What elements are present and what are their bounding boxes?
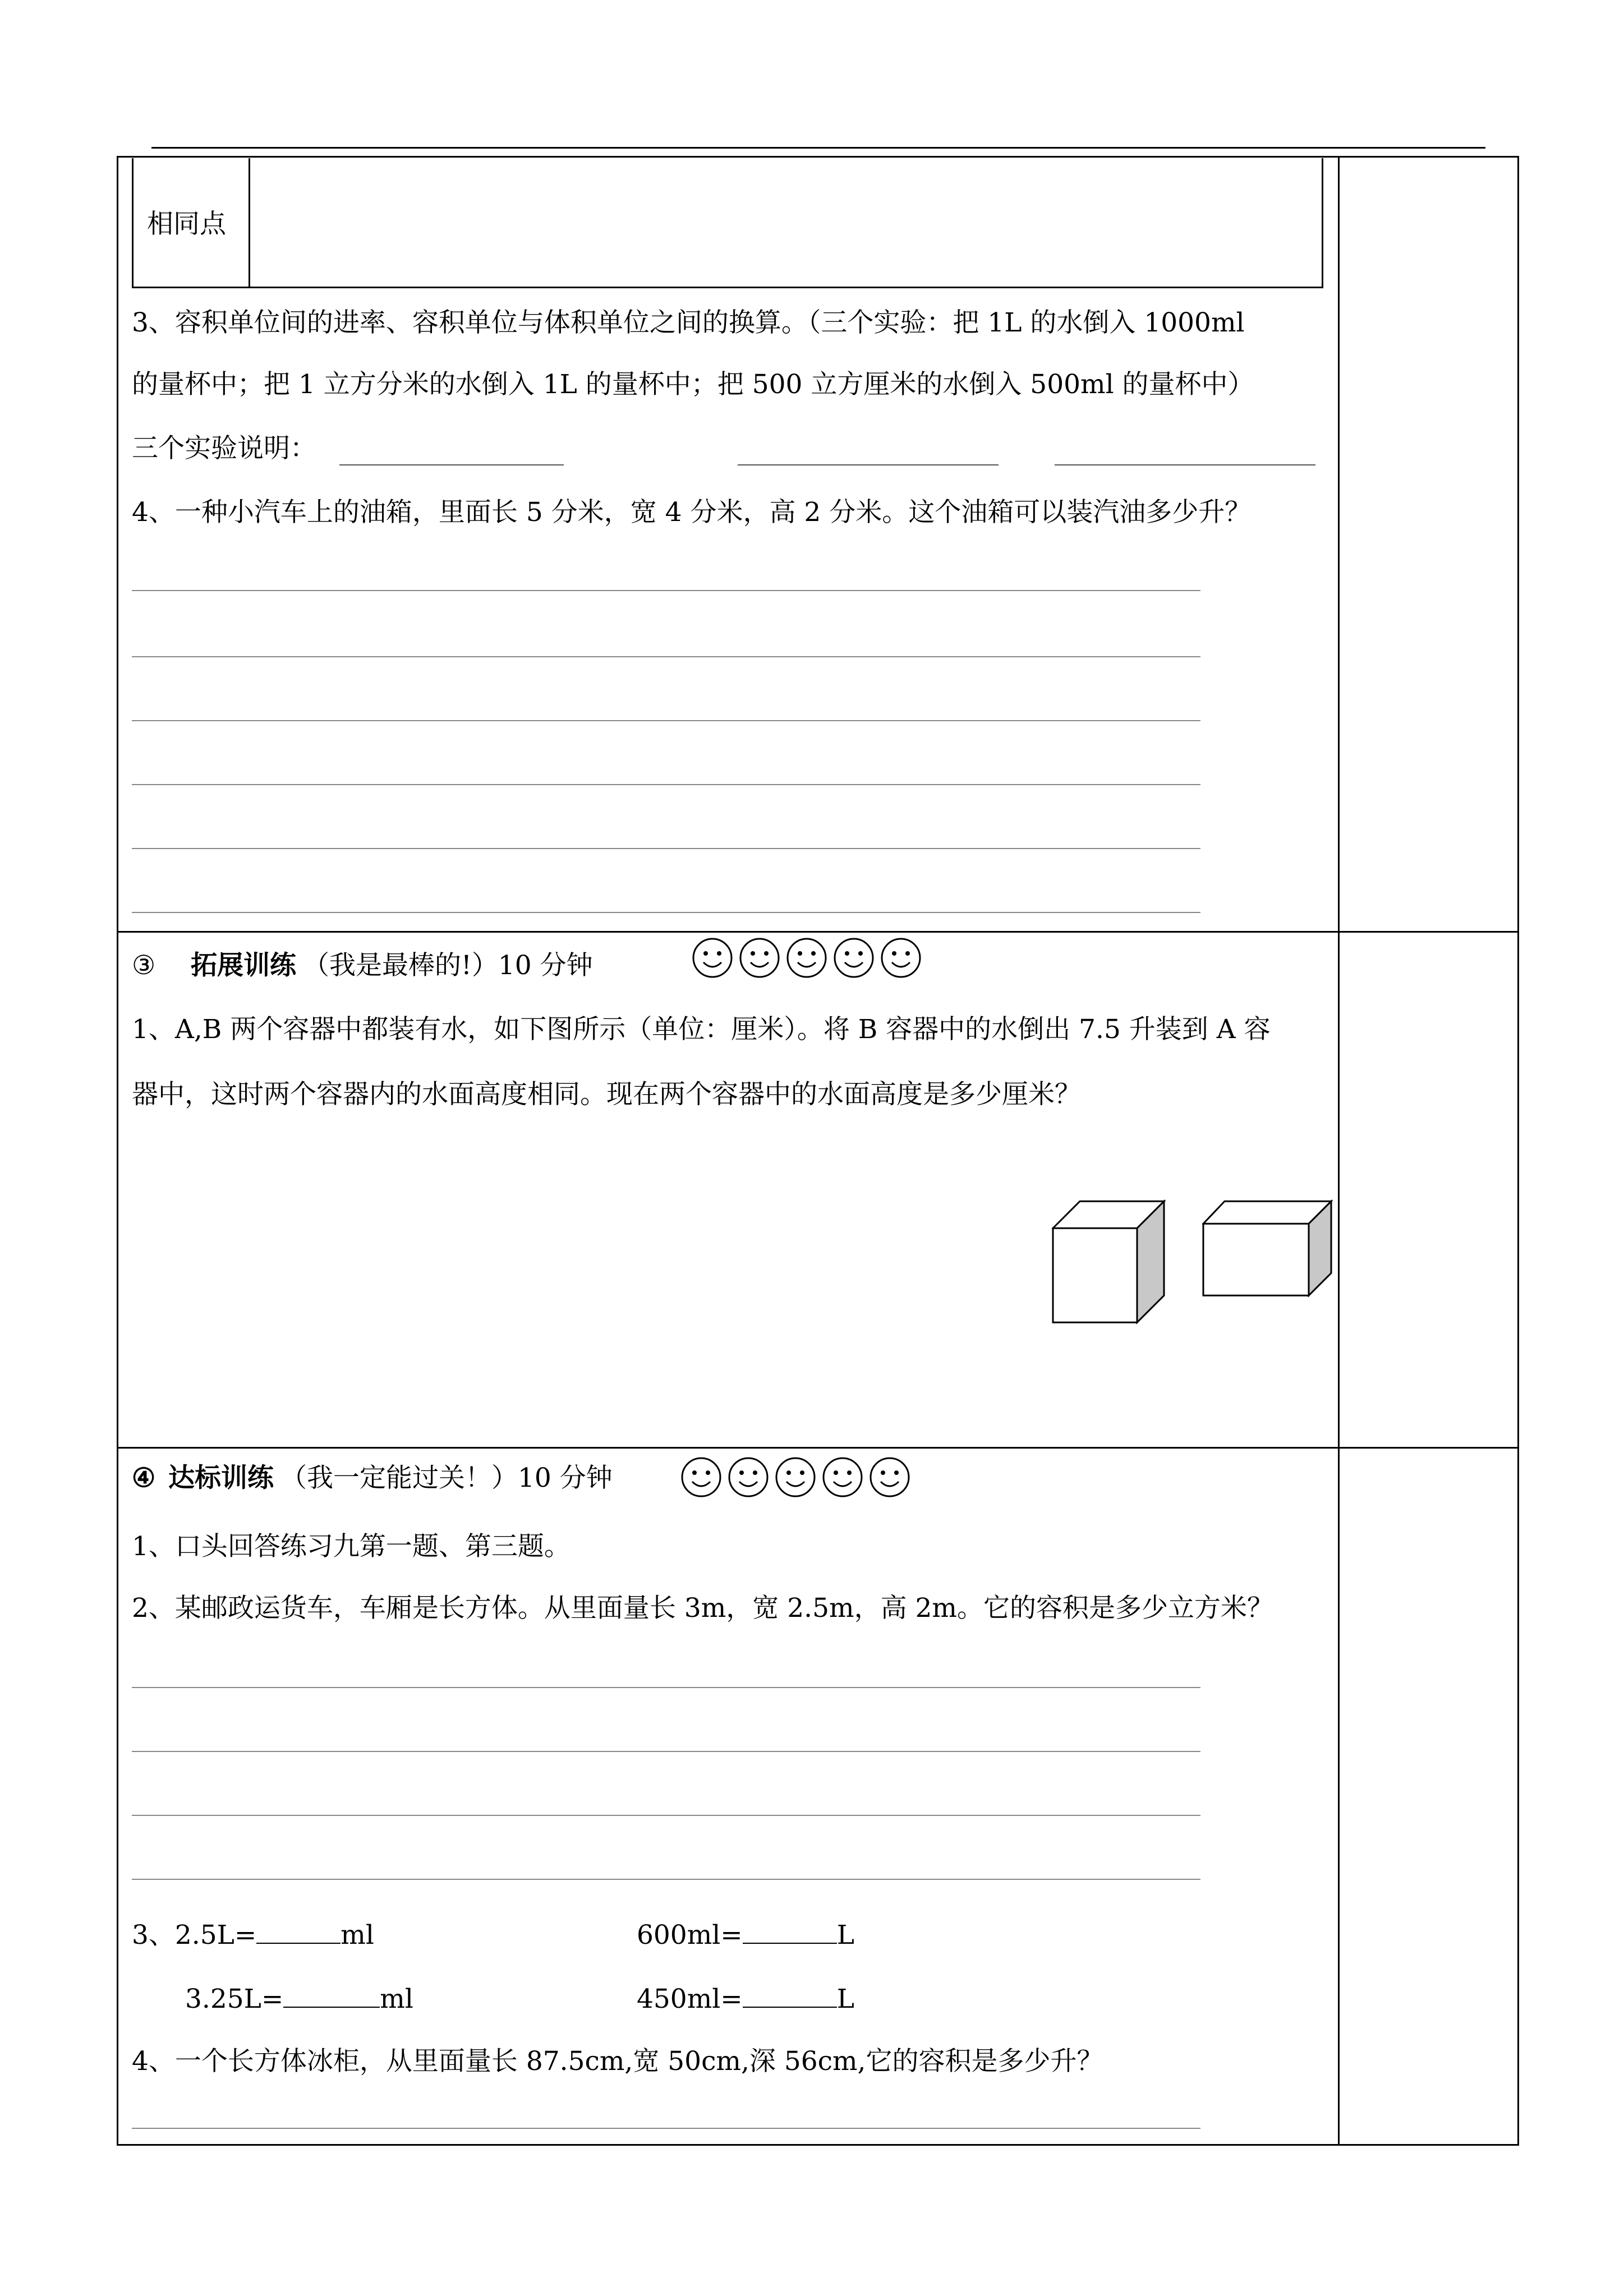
answer-blank-2[interactable] [738, 464, 999, 465]
smiley-face-icon [680, 1456, 723, 1499]
answer-line[interactable] [132, 1879, 1200, 1880]
answer-line[interactable] [132, 590, 1200, 591]
smiley-face-icon [880, 937, 922, 979]
question-1-line2: 器中，这时两个容器内的水面高度相同。现在两个容器中的水面高度是多少厘米？ [132, 1079, 1081, 1110]
comparison-divider [249, 158, 250, 288]
conversion-row-2-left [185, 1982, 413, 2016]
question-1: 1、口头回答练习九第一题、第三题。 [132, 1531, 571, 1562]
comparison-table [132, 158, 1323, 288]
header-rule [151, 147, 1485, 149]
smiley-face-icon [691, 937, 734, 979]
column-divider [1338, 156, 1340, 2146]
answer-line[interactable] [132, 720, 1200, 721]
worksheet-table [117, 156, 1519, 2146]
question-3-line2: 的量杯中；把 1 立方分米的水倒入 1L 的量杯中；把 500 立方厘米的水倒入 500ml 的量杯中） [132, 369, 1254, 400]
conversion-row-1-right [637, 1918, 854, 1952]
conversion-expression: 3.25L= [185, 1984, 284, 2014]
conversion-row-2-right [637, 1982, 854, 2016]
conversion-unit: ml [380, 1984, 413, 2014]
question-4: 4、一种小汽车上的油箱，里面长 5 分米，宽 4 分米，高 2 分米。这个油箱可以装汽油多少升？ [132, 497, 1252, 528]
answer-blank-3[interactable] [1055, 464, 1315, 465]
answer-line[interactable] [132, 912, 1200, 913]
question-3-prompt: 三个实验说明： [132, 433, 316, 464]
answer-line[interactable] [132, 1687, 1200, 1688]
smiley-face-icon [821, 1456, 864, 1499]
cube-icon [1052, 1199, 1181, 1328]
question-3-line1: 3、容积单位间的进率、容积单位与体积单位之间的换算。（三个实验：把 1L 的水倒入 1000ml [132, 307, 1245, 338]
fill-blank[interactable] [256, 1918, 341, 1944]
answer-line[interactable] [132, 848, 1200, 849]
smiley-face-icon [868, 1456, 911, 1499]
answer-blank-1[interactable] [339, 464, 564, 465]
conversion-expression: 3、2.5L= [132, 1920, 257, 1951]
answer-line[interactable] [132, 656, 1200, 657]
row-divider-2 [117, 1447, 1519, 1449]
answer-line[interactable] [132, 2128, 1200, 2129]
box-icon [1202, 1199, 1342, 1300]
section-heading: 达标训练 [168, 1463, 274, 1493]
section-marker: ④ [132, 1463, 156, 1493]
conversion-unit: L [836, 1920, 854, 1951]
smiley-face-icon [832, 937, 875, 979]
answer-line[interactable] [132, 1751, 1200, 1752]
smiley-face-icon [738, 937, 781, 979]
row-divider-1 [117, 931, 1519, 933]
conversion-expression: 600ml= [637, 1920, 743, 1951]
question-4: 4、一个长方体冰柜，从里面量长 87.5cm,宽 50cm,深 56cm,它的容积是多少升？ [132, 2046, 1103, 2077]
conversion-expression: 450ml= [637, 1984, 743, 2014]
section-subheading: （我是最棒的!）10 分钟 [303, 950, 593, 981]
question-1-line1: 1、A,B 两个容器中都装有水，如下图所示（单位：厘米）。将 B 容器中的水倒出 7.5 升装到 A 容 [132, 1014, 1271, 1045]
section-marker: ③ [132, 950, 156, 981]
fill-blank[interactable] [743, 1918, 837, 1944]
section-heading: 拓展训练 [191, 950, 296, 981]
fill-blank[interactable] [283, 1982, 380, 2008]
smiley-face-icon [774, 1456, 817, 1499]
smiley-face-icon [785, 937, 828, 979]
fill-blank[interactable] [743, 1982, 837, 2008]
conversion-unit: L [836, 1984, 854, 2014]
conversion-row-1-left [132, 1918, 374, 1952]
answer-line[interactable] [132, 784, 1200, 785]
conversion-unit: ml [341, 1920, 374, 1951]
question-2: 2、某邮政运货车，车厢是长方体。从里面量长 3m，宽 2.5m，高 2m。它的容积是多少立方米？ [132, 1593, 1273, 1624]
answer-line[interactable] [132, 1815, 1200, 1816]
smiley-face-icon [727, 1456, 770, 1499]
section-subheading: （我一定能过关！）10 分钟 [280, 1463, 613, 1493]
comparison-label: 相同点 [147, 209, 226, 239]
